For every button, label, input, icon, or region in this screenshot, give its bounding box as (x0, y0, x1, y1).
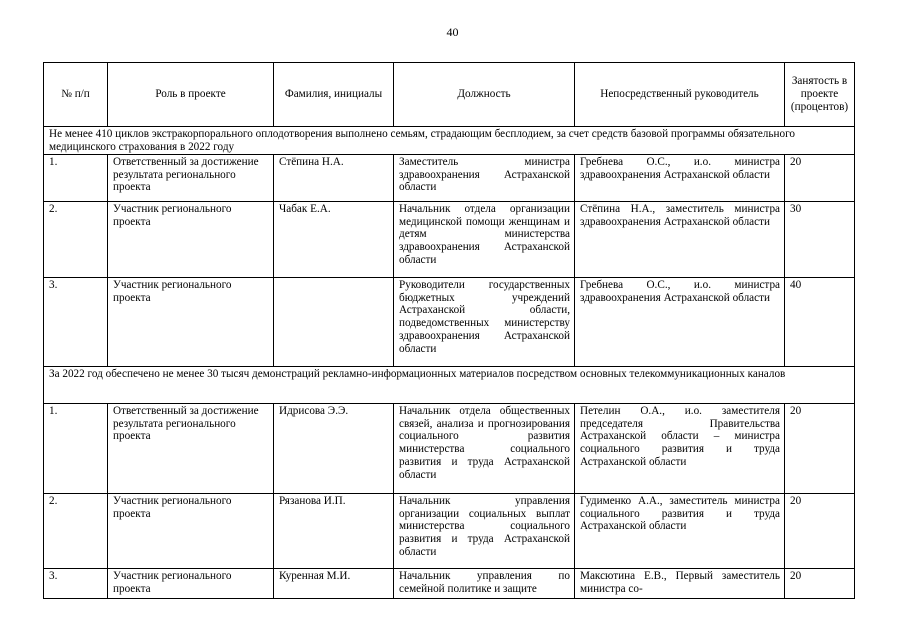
row-num: 3. (44, 569, 108, 599)
row-name: Рязанова И.П. (274, 494, 394, 569)
row-manager: Гребнева О.С., и.о. министра здравоохранения Астраханской области (575, 278, 785, 367)
table-row (44, 278, 855, 367)
page-number: 40 (446, 25, 459, 39)
row-name: Чабак Е.А. (274, 202, 394, 278)
row-load: 20 (785, 155, 855, 202)
row-num: 1. (44, 404, 108, 494)
row-load: 30 (785, 202, 855, 278)
section-title-row (44, 367, 855, 404)
project-staff-table (43, 62, 855, 599)
row-manager: Максютина Е.В., Первый заместитель министра со- (575, 569, 785, 599)
row-num: 2. (44, 494, 108, 569)
row-load: 20 (785, 569, 855, 599)
header-row (44, 63, 855, 127)
header-num: № п/п (44, 63, 108, 127)
table-row (44, 494, 855, 569)
row-position: Начальник управления по семейной политике и защите (394, 569, 575, 599)
table-row (44, 569, 855, 599)
header-position: Должность (394, 63, 575, 127)
row-role: Ответственный за достижение результата регионального проекта (108, 155, 274, 202)
row-role: Ответственный за достижение результата регионального проекта (108, 404, 274, 494)
row-num: 2. (44, 202, 108, 278)
row-position: Руководители государственных бюджетных учреждений Астраханской области, подведомственных министерству здравоохранения Астраханской области (394, 278, 575, 367)
table-row (44, 155, 855, 202)
row-role: Участник регионального проекта (108, 202, 274, 278)
row-manager: Петелин О.А., и.о. заместителя председателя Правительства Астраханской области – министра социального развития и труда Астраханской области (575, 404, 785, 494)
section-title: Не менее 410 циклов экстракорпорального оплодотворения выполнено семьям, страдающим бесплодием, за счет средств базовой программы обязательного медицинского страхования в 2022 году (44, 127, 855, 155)
header-manager: Непосредственный руководитель (575, 63, 785, 127)
row-num: 1. (44, 155, 108, 202)
section-title-row (44, 127, 855, 155)
row-manager: Гудименко А.А., заместитель министра социального развития и труда Астраханской области (575, 494, 785, 569)
row-position: Заместитель министра здравоохранения Астраханской области (394, 155, 575, 202)
header-role: Роль в проекте (108, 63, 274, 127)
row-name: Стёпина Н.А. (274, 155, 394, 202)
row-num: 3. (44, 278, 108, 367)
row-position: Начальник отдела организации медицинской помощи женщинам и детям министерства здравоохранения Астраханской области (394, 202, 575, 278)
row-manager: Стёпина Н.А., заместитель министра здравоохранения Астраханской области (575, 202, 785, 278)
row-name (274, 278, 394, 367)
row-role: Участник регионального проекта (108, 494, 274, 569)
row-role: Участник регионального проекта (108, 569, 274, 599)
table-row (44, 202, 855, 278)
table-row (44, 404, 855, 494)
row-manager: Гребнева О.С., и.о. министра здравоохранения Астраханской области (575, 155, 785, 202)
row-position: Начальник управления организации социальных выплат министерства социального развития и труда Астраханской области (394, 494, 575, 569)
row-load: 20 (785, 404, 855, 494)
header-load: Занятость в проекте (процентов) (785, 63, 855, 127)
row-position: Начальник отдела общественных связей, анализа и прогнозирования социального развития министерства социального развития и труда Астраханской области (394, 404, 575, 494)
row-name: Идрисова Э.Э. (274, 404, 394, 494)
row-load: 40 (785, 278, 855, 367)
header-name: Фамилия, инициалы (274, 63, 394, 127)
row-role: Участник регионального проекта (108, 278, 274, 367)
row-load: 20 (785, 494, 855, 569)
section-title: За 2022 год обеспечено не менее 30 тысяч демонстраций рекламно-информационных материалов посредством основных телекоммуникационных каналов (44, 367, 855, 404)
row-name: Куренная М.И. (274, 569, 394, 599)
